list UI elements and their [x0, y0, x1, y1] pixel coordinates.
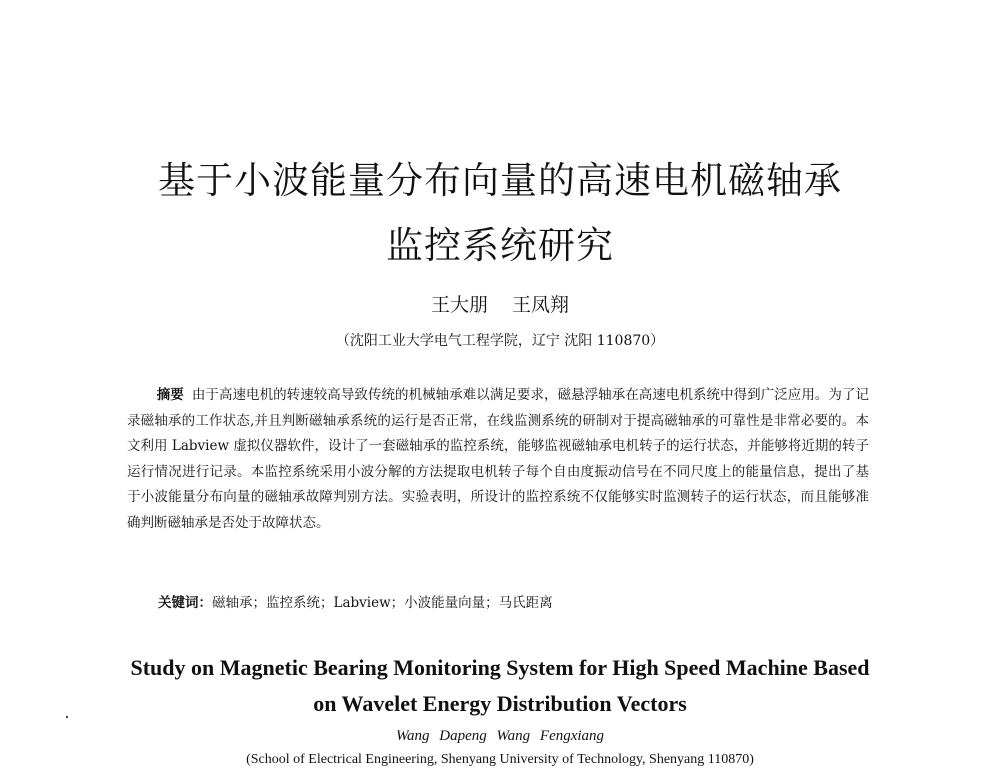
- english-title-line-1: Study on Magnetic Bearing Monitoring System for High Speed Machine Based: [130, 655, 870, 680]
- chinese-title-line-2: 监控系统研究: [386, 224, 614, 267]
- chinese-authors: 王大朋 王凤翔: [430, 294, 570, 316]
- keywords-label: 关键词：: [158, 595, 212, 611]
- english-title-line-2: on Wavelet Energy Distribution Vectors: [313, 691, 687, 716]
- keywords-text: 磁轴承；监控系统；Labview；小波能量向量；马氏距离: [212, 595, 553, 611]
- chinese-abstract: [127, 383, 869, 537]
- abstract-label: 摘要: [156, 387, 184, 403]
- abstract-text: 由于高速电机的转速较高导致传统的机械轴承难以满足要求，磁悬浮轴承在高速电机系统中得到广泛应用。为了记录磁轴承的工作状态,并且判断磁轴承系统的运行是否正常，在线监测系统的研制对于提高磁轴承的可靠性是非常必要的。本文利用 Labview 虚拟仪器软件，设计了一套磁轴承的监控系统，能够监视磁轴承电机转子的运行状态，并能够将近期的转子运行情况进行记录。本监控系统采用小波分解的方法提取电机转子每个自由度振动信号在不同尺度上的能量信息，提出了基于小波能量分布向量的磁轴承故障判别方法。实验表明，所设计的监控系统不仅能够实时监测转子的运行状态，而且能够准确判断磁轴承是否处于故障状态。: [127, 387, 870, 531]
- chinese-keywords: [158, 591, 553, 611]
- english-authors: Wang Dapeng Wang Fengxiang: [395, 728, 605, 744]
- chinese-title-line-1: 基于小波能量分布向量的高速电机磁轴承: [158, 159, 842, 202]
- chinese-affiliation: （沈阳工业大学电气工程学院，辽宁 沈阳 110870）: [335, 333, 665, 349]
- scan-speck: [66, 716, 68, 718]
- english-affiliation: (School of Electrical Engineering, Shenyang University of Technology, Shenyang 110870): [246, 752, 754, 767]
